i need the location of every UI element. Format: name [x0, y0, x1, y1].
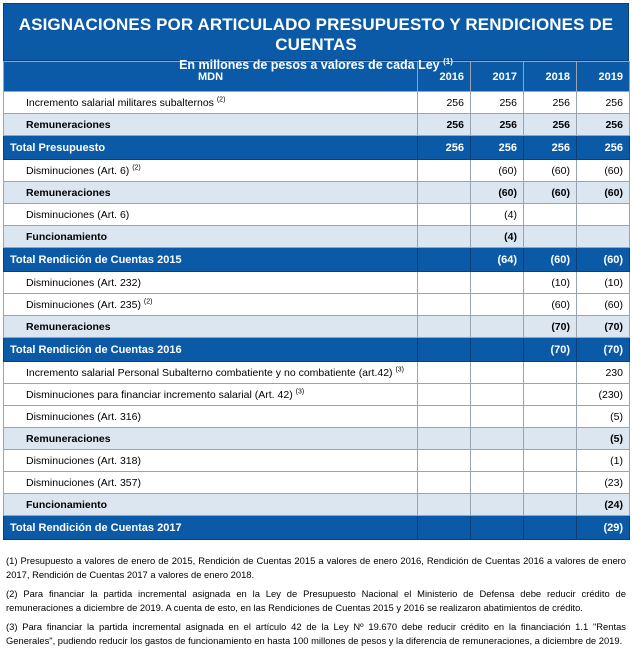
value-cell-2019: (29) — [577, 516, 630, 540]
value-cell-2018: (70) — [524, 316, 577, 338]
row-label — [4, 338, 418, 362]
value-cell-2019: (60) — [577, 182, 630, 204]
row-label-text: Funcionamiento — [26, 498, 108, 511]
value-cell-2016 — [418, 272, 471, 294]
table-header — [3, 3, 629, 72]
value-cell-2019: (23) — [577, 472, 630, 494]
table-row — [4, 272, 630, 294]
value-cell-2016 — [418, 204, 471, 226]
value-cell-2016: 256 — [418, 114, 471, 136]
subtotal-row — [4, 114, 630, 136]
value-cell-2016 — [418, 338, 471, 362]
row-label-text: Disminuciones (Art. 232) — [26, 276, 141, 289]
value-cell-2016 — [418, 294, 471, 316]
value-cell-2016 — [418, 362, 471, 384]
footnotes — [3, 554, 626, 648]
value-cell-2019: (70) — [577, 316, 630, 338]
row-label — [4, 182, 418, 204]
value-cell-2017 — [471, 338, 524, 362]
value-cell-2019: (70) — [577, 338, 630, 362]
table-row — [4, 384, 630, 406]
row-label-text: Disminuciones para financiar incremento salarial (Art. 42) — [26, 388, 293, 401]
value-cell-2018: (10) — [524, 272, 577, 294]
value-cell-2017 — [471, 450, 524, 472]
row-label — [4, 450, 418, 472]
value-cell-2019: (60) — [577, 294, 630, 316]
page-title: ASIGNACIONES POR ARTICULADO PRESUPUESTO Y RENDICIONES DE CUENTAS — [18, 15, 614, 54]
table-row — [4, 362, 630, 384]
row-label — [4, 362, 418, 384]
value-cell-2017: 256 — [471, 92, 524, 114]
value-cell-2017: (60) — [471, 160, 524, 182]
column-header-2018: 2018 — [524, 62, 577, 92]
row-label-text: Total Rendición de Cuentas 2015 — [10, 253, 182, 266]
value-cell-2017 — [471, 494, 524, 516]
value-cell-2018: 256 — [524, 92, 577, 114]
value-cell-2018 — [524, 362, 577, 384]
row-label — [4, 516, 418, 540]
row-label — [4, 114, 418, 136]
row-label — [4, 316, 418, 338]
row-label — [4, 384, 418, 406]
total-row — [4, 338, 630, 362]
value-cell-2019: 256 — [577, 136, 630, 160]
value-cell-2019: 256 — [577, 92, 630, 114]
table-row — [4, 450, 630, 472]
subtitle-text: En millones de pesos a valores de cada Ley — [179, 58, 440, 72]
value-cell-2018 — [524, 428, 577, 450]
table-row — [4, 294, 630, 316]
column-header-mdn: MDN — [4, 62, 418, 92]
footnote-2: (2) Para financiar la partida incremental asignada en la Ley de Presupuesto Nacional el Ministerio de Defensa debe reducir crédito de remuneraciones a diciembre de 2019. A cuenta de esto, en las Rendiciones de Cuentas 2015 y 2016 se realizaron abatimientos de crédito. — [6, 588, 626, 613]
subtotal-row — [4, 316, 630, 338]
value-cell-2016 — [418, 248, 471, 272]
footnote-1: (1) Presupuesto a valores de enero de 2015, Rendición de Cuentas 2015 a valores de enero 2016, Rendición de Cuentas 2016 a valores de enero 2017, Rendición de Cuentas 2017 a valores de enero 2018. — [6, 555, 626, 580]
value-cell-2018: (60) — [524, 248, 577, 272]
row-label-text: Disminuciones (Art. 357) — [26, 476, 141, 489]
value-cell-2019: 256 — [577, 114, 630, 136]
report-panel — [3, 3, 629, 653]
value-cell-2019: (24) — [577, 494, 630, 516]
row-label — [4, 494, 418, 516]
total-row — [4, 136, 630, 160]
value-cell-2018 — [524, 384, 577, 406]
table-row — [4, 204, 630, 226]
row-label-text: Remuneraciones — [26, 118, 111, 131]
value-cell-2018 — [524, 516, 577, 540]
footnote-ref: (2) — [216, 96, 226, 103]
footnote-ref: (3) — [295, 388, 305, 395]
value-cell-2017 — [471, 428, 524, 450]
table-row — [4, 406, 630, 428]
row-label — [4, 92, 418, 114]
total-row — [4, 516, 630, 540]
row-label-text: Disminuciones (Art. 6) — [26, 208, 130, 221]
footnote-3: (3) Para financiar la partida incremental asignada en el artículo 42 de la Ley Nº 19.670 debe reducir crédito en la financiación 1.1 "Rentas Generales", pudiendo reducir los gastos de funcionamiento en hasta 100 millones de pesos y la diferencia de remuneraciones, a diciembre de 2019. — [6, 621, 626, 646]
value-cell-2018 — [524, 450, 577, 472]
row-label — [4, 272, 418, 294]
value-cell-2018 — [524, 494, 577, 516]
row-label-text: Remuneraciones — [26, 432, 111, 445]
row-label-text: Disminuciones (Art. 316) — [26, 410, 141, 423]
value-cell-2016 — [418, 406, 471, 428]
row-label — [4, 136, 418, 160]
row-label — [4, 294, 418, 316]
value-cell-2018: (60) — [524, 182, 577, 204]
row-label — [4, 472, 418, 494]
value-cell-2017 — [471, 316, 524, 338]
row-label — [4, 428, 418, 450]
row-label — [4, 248, 418, 272]
value-cell-2016 — [418, 450, 471, 472]
row-label — [4, 160, 418, 182]
subtitle-footnote-ref: (1) — [443, 56, 453, 66]
value-cell-2018: 256 — [524, 114, 577, 136]
row-label-text: Incremento salarial Personal Subalterno combatiente y no combatiente (art.42) — [26, 366, 393, 379]
value-cell-2019 — [577, 204, 630, 226]
row-label — [4, 226, 418, 248]
value-cell-2016 — [418, 494, 471, 516]
value-cell-2017: 256 — [471, 114, 524, 136]
row-label-text: Funcionamiento — [26, 230, 108, 243]
value-cell-2016: 256 — [418, 92, 471, 114]
row-label-text: Total Rendición de Cuentas 2017 — [10, 521, 182, 534]
value-cell-2019: (60) — [577, 248, 630, 272]
value-cell-2019 — [577, 226, 630, 248]
column-header-2016: 2016 — [418, 62, 471, 92]
value-cell-2016: 256 — [418, 136, 471, 160]
value-cell-2017 — [471, 272, 524, 294]
value-cell-2017: (60) — [471, 182, 524, 204]
value-cell-2016 — [418, 516, 471, 540]
value-cell-2017: 256 — [471, 136, 524, 160]
value-cell-2016 — [418, 384, 471, 406]
row-label-text: Remuneraciones — [26, 186, 111, 199]
value-cell-2019: (5) — [577, 406, 630, 428]
value-cell-2017 — [471, 516, 524, 540]
value-cell-2017 — [471, 362, 524, 384]
subtotal-row — [4, 226, 630, 248]
value-cell-2017: (4) — [471, 204, 524, 226]
row-label-text: Disminuciones (Art. 318) — [26, 454, 141, 467]
value-cell-2016 — [418, 182, 471, 204]
row-label-text: Disminuciones (Art. 6) — [26, 164, 130, 177]
row-label-text: Total Presupuesto — [10, 141, 106, 154]
value-cell-2016 — [418, 226, 471, 248]
table-row — [4, 92, 630, 114]
subtotal-row — [4, 428, 630, 450]
row-label-text: Total Rendición de Cuentas 2016 — [10, 343, 182, 356]
row-label — [4, 406, 418, 428]
value-cell-2019: (5) — [577, 428, 630, 450]
footnote-ref: (3) — [395, 366, 405, 373]
row-label-text: Disminuciones (Art. 235) — [26, 298, 141, 311]
column-header-2017: 2017 — [471, 62, 524, 92]
value-cell-2016 — [418, 472, 471, 494]
value-cell-2018 — [524, 406, 577, 428]
row-label — [4, 204, 418, 226]
value-cell-2019: (10) — [577, 272, 630, 294]
value-cell-2018 — [524, 204, 577, 226]
value-cell-2019: (1) — [577, 450, 630, 472]
value-cell-2018 — [524, 472, 577, 494]
subtotal-row — [4, 182, 630, 204]
value-cell-2019: 230 — [577, 362, 630, 384]
value-cell-2018: (70) — [524, 338, 577, 362]
value-cell-2018: (60) — [524, 294, 577, 316]
value-cell-2019: (60) — [577, 160, 630, 182]
value-cell-2017 — [471, 406, 524, 428]
footnote-ref: (2) — [143, 298, 153, 305]
value-cell-2018: (60) — [524, 160, 577, 182]
footnote-ref: (2) — [132, 164, 141, 171]
value-cell-2017: (64) — [471, 248, 524, 272]
value-cell-2016 — [418, 160, 471, 182]
column-header-2019: 2019 — [577, 62, 630, 92]
subtotal-row — [4, 494, 630, 516]
total-row — [4, 248, 630, 272]
value-cell-2016 — [418, 428, 471, 450]
value-cell-2017 — [471, 472, 524, 494]
value-cell-2017: (4) — [471, 226, 524, 248]
row-label-text: Incremento salarial militares subalternos — [26, 96, 214, 109]
value-cell-2018 — [524, 226, 577, 248]
value-cell-2019: (230) — [577, 384, 630, 406]
value-cell-2017 — [471, 294, 524, 316]
value-cell-2016 — [418, 316, 471, 338]
table-body — [4, 92, 630, 540]
value-cell-2017 — [471, 384, 524, 406]
budget-table — [3, 61, 630, 540]
value-cell-2018: 256 — [524, 136, 577, 160]
table-row — [4, 472, 630, 494]
row-label-text: Remuneraciones — [26, 320, 111, 333]
table-row — [4, 160, 630, 182]
